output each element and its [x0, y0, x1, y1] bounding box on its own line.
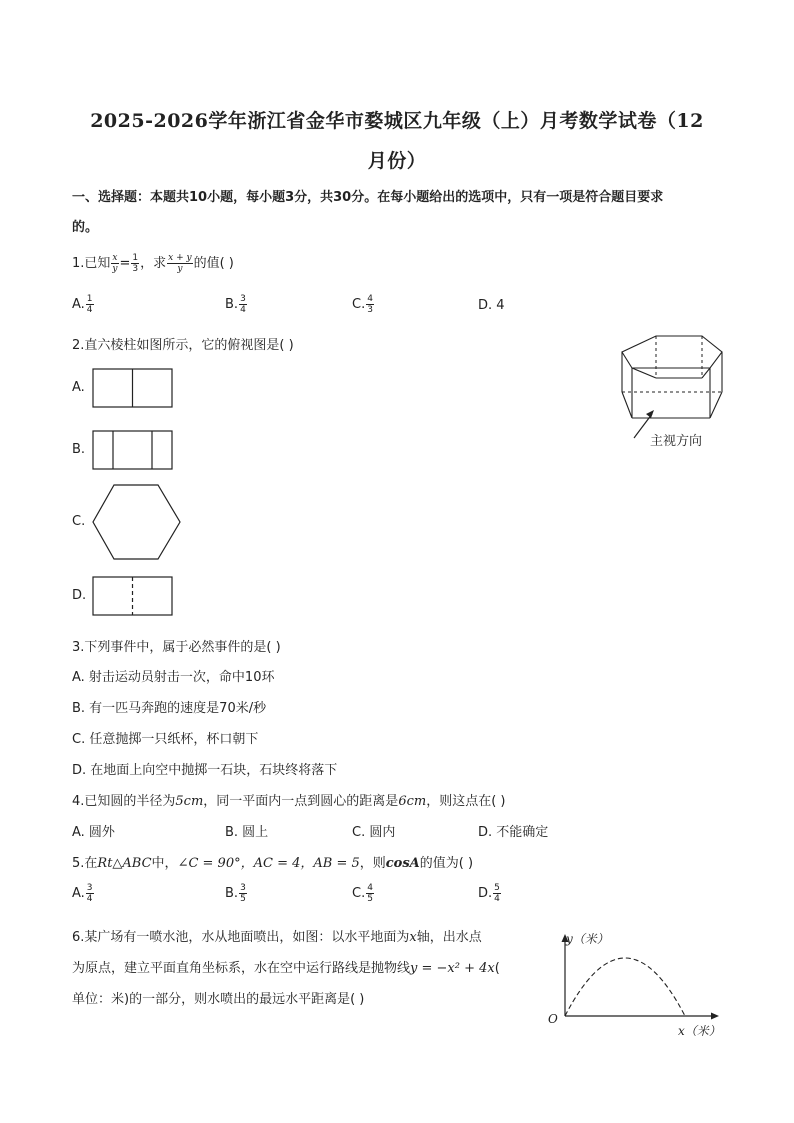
- q1-option-a[interactable]: A. $\frac{1}{4}$: [72, 294, 93, 315]
- q2-option-a-label[interactable]: A.: [72, 380, 85, 395]
- q2-option-d-label[interactable]: D.: [72, 588, 87, 603]
- q1-option-d[interactable]: D. 4: [478, 298, 505, 313]
- question-6-line3: 单位：米)的一部分，则水喷出的最远水平距离是( ): [72, 992, 365, 1007]
- question-2-stem: 2.直六棱柱如图所示，它的俯视图是( ): [72, 338, 294, 353]
- q5-option-c[interactable]: C. $\frac{4}{5}$: [352, 883, 373, 904]
- q4-option-a[interactable]: A. 圆外: [72, 825, 115, 840]
- q1-prefix: 1.已知: [72, 256, 111, 271]
- section-header-line1: 一、选择题：本题共10小题，每小题3分，共30分。在每小题给出的选项中，只有一项是符合题目要求: [72, 190, 664, 205]
- q2-option-b-label[interactable]: B.: [72, 442, 86, 457]
- q1-option-c[interactable]: C. $\frac{4}{3}$: [352, 294, 373, 315]
- q2-option-b-figure[interactable]: [92, 430, 174, 472]
- q5-option-d[interactable]: D. $\frac{5}{4}$: [478, 883, 500, 904]
- question-4-stem: 4.已知圆的半径为5cm，同一平面内一点到圆心的距离是6cm，则这点在( ): [72, 794, 506, 809]
- q5-option-a[interactable]: A. $\frac{3}{4}$: [72, 883, 93, 904]
- q1-fraction-x-over-y: $\frac{x}{y}$: [112, 253, 118, 274]
- origin-label: O: [548, 1012, 558, 1026]
- question-6-line1: 6.某广场有一喷水池，水从地面喷出，如图：以水平地面为x轴，出水点: [72, 930, 482, 945]
- q3-option-b[interactable]: B. 有一匹马奔跑的速度是70米/秒: [72, 701, 267, 716]
- question-5-stem: 5.在Rt△ABC中，∠C = 90°，AC = 4，AB = 5，则cosA的值为( ): [72, 856, 474, 871]
- q2-option-c-figure[interactable]: [92, 484, 184, 562]
- q3-option-d[interactable]: D. 在地面上向空中抛掷一石块，石块终将落下: [72, 763, 338, 778]
- q5-option-b[interactable]: B. $\frac{3}{5}$: [225, 883, 246, 904]
- q2-option-c-label[interactable]: C.: [72, 514, 86, 529]
- q3-option-a[interactable]: A. 射击运动员射击一次，命中10环: [72, 670, 275, 685]
- question-1-stem: 1.已知 $\frac{x}{y}$ = $\frac{1}{3}$ ，求 $\frac{x + y}{y}$ 的值( ): [72, 253, 234, 274]
- question-6-line2: 为原点，建立平面直角坐标系，水在空中运行路线是抛物线y = −x² + 4x(: [72, 961, 500, 976]
- section-header-line2: 的。: [72, 220, 99, 235]
- q4-option-c[interactable]: C. 圆内: [352, 825, 396, 840]
- q1-fraction-xy-over-y: $\frac{x + y}{y}$: [168, 253, 192, 274]
- view-direction-label: 主视方向: [650, 434, 703, 449]
- q3-option-c[interactable]: C. 任意抛掷一只纸杯，杯口朝下: [72, 732, 259, 747]
- q1-option-b[interactable]: B. $\frac{3}{4}$: [225, 294, 246, 315]
- question-3-stem: 3.下列事件中，属于必然事件的是( ): [72, 640, 281, 655]
- q1-fraction-1-over-3: $\frac{1}{3}$: [132, 253, 139, 274]
- q4-option-b[interactable]: B. 圆上: [225, 825, 269, 840]
- q2-option-d-figure[interactable]: [92, 576, 174, 618]
- paper-title-line2: 月份）: [367, 150, 427, 172]
- x-axis-label: x（米）: [678, 1024, 721, 1038]
- y-axis-label: y（米）: [566, 932, 609, 946]
- paper-title-line1: 2025-2026学年浙江省金华市婺城区九年级（上）月考数学试卷（12: [90, 110, 704, 132]
- q2-option-a-figure[interactable]: [92, 368, 174, 410]
- q4-option-d[interactable]: D. 不能确定: [478, 825, 549, 840]
